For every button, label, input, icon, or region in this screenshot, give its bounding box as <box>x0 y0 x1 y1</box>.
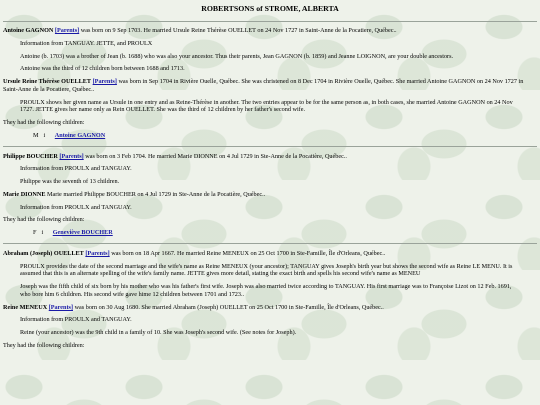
person-entry-philippe <box>3 153 537 161</box>
person-entry-reine <box>3 304 537 312</box>
person-name: Philippe BOUCHER <box>3 152 58 160</box>
child-link[interactable]: Geneviève BOUCHER <box>52 229 113 236</box>
child-sex: M <box>33 131 39 139</box>
child-number: i <box>43 131 46 139</box>
info-note: Information from PROULX and TANGUAY. <box>20 203 132 211</box>
children-heading: They had the following children: <box>3 216 85 224</box>
parents-link[interactable]: [Parents] <box>54 27 80 34</box>
child-row <box>33 229 537 237</box>
children-heading: They had the following children: <box>3 119 85 126</box>
person-birth: Marie married Philippe BOUCHER on 4 Jul 1729 in Ste-Anne de la Pocatière, Québec.. <box>45 190 266 198</box>
divider <box>3 21 537 22</box>
child-sex: F <box>33 229 37 236</box>
person-name: Marie DIONNE <box>3 190 46 198</box>
divider <box>3 146 537 147</box>
info-note: Information from TANGUAY. JETTE, and PROULX <box>20 39 153 47</box>
note: Philippe was the seventh of 13 children. <box>20 178 120 185</box>
note: Antoine was the third of 12 children born between 1688 and 1713. <box>20 65 185 73</box>
children-heading: They had the following children: <box>3 341 85 349</box>
person-entry-antoine <box>3 27 537 35</box>
person-entry-marie <box>3 191 537 199</box>
child-number: i <box>41 229 44 236</box>
parents-link[interactable]: [Parents] <box>59 152 84 160</box>
person-name: Reine MENEUX <box>3 303 48 311</box>
person-birth: was born in Sep 1704 in Rivière Ouelle, Québec. She was christened on 8 Dec 1704 in Rivière Ouelle, Québec. She married Antoine GAGNON on 24 Nov 1727 in Saint-Anne de la Pocatiere, Québec.. <box>3 78 524 93</box>
note: PROULX shows her given name as Ursule in one entry and as Reine-Thérèse in another. The two entries appear to be for the same person as, in both cases, she married Antoine GAGNON on 24 Nov 1727. JETTE gives her name only as Rein OUELLET. She was the third of 12 children by her father's second wife. <box>20 98 513 114</box>
person-birth: was born on 30 Aug 1680. She married Abraham (Joseph) OUELLET on 25 Oct 1700 in Ste-Famille, Île d'Orleans, Québec.. <box>73 303 384 311</box>
child-link[interactable]: Antoine GAGNON <box>54 131 106 139</box>
parents-link[interactable]: [Parents] <box>48 303 74 311</box>
person-name: Ursule Reine Thérèse OUELLET <box>3 78 92 85</box>
note: Joseph was the fifth child of six born by his mother who was his father's first wife. Joseph was also married twice according to TANGUAY. His first marriage was to Françoise Lizot on 12 Feb. 1691, who bore him 6 children. His second wife gave hime 12 children between 1701 and 1723.. <box>20 283 512 298</box>
person-name: Antoine GAGNON <box>3 27 54 34</box>
divider <box>3 243 537 244</box>
person-entry-abraham <box>3 250 537 258</box>
parents-link[interactable]: [Parents] <box>85 249 110 257</box>
info-note: Information from PROULX and TANGUAY. <box>20 165 132 173</box>
person-birth: was born on 18 Apr 1667. He married Reine MENEUX on 25 Oct 1700 in Ste-Famille, Île d'Orleans, Québec.. <box>109 249 386 257</box>
info-note: Information from PROULX and TANGUAY. <box>20 316 132 324</box>
page-title: ROBERTSONS of STROME, ALBERTA <box>201 4 339 13</box>
person-birth: was born on 3 Feb 1704. He married Marie DIONNE on 4 Jul 1729 in Ste-Anne de la Pocatière, Québec.. <box>83 152 347 160</box>
note: PROULX provides the date of the second marriage and the wife's name as Reine MENEUX (your ancestor); TANGUAY gives Joseph's birth year but shows the second wife as Reine LE MENU. It is assumed that this is an alternate spelling of the wife's family name. JETTE gives more detail, stating the exact birth and spells his second wife's name as MENEU <box>20 262 513 278</box>
person-name: Abraham (Joseph) OUELLET <box>3 249 84 257</box>
parents-link[interactable]: [Parents] <box>92 78 117 85</box>
person-entry-ursule <box>3 78 537 94</box>
note: Reine (your ancestor) was the 9th child in a family of 10. She was Joseph's second wife. (See notes for Joseph). <box>20 329 297 336</box>
person-birth: was born on 9 Sep 1703. He married Ursule Reine Thérèse OUELLET on 24 Nov 1727 in Saint-Anne de la Pocatiere, Québec.. <box>79 27 397 34</box>
child-row <box>33 132 537 140</box>
note: Antoine (b. 1703) was a brother of Jean (b. 1688) who was also your ancestor. Thus their parents, Jean GAGNON (b. 1859) and Jeanne LOIGNON, are your double ancestors. <box>20 52 454 60</box>
